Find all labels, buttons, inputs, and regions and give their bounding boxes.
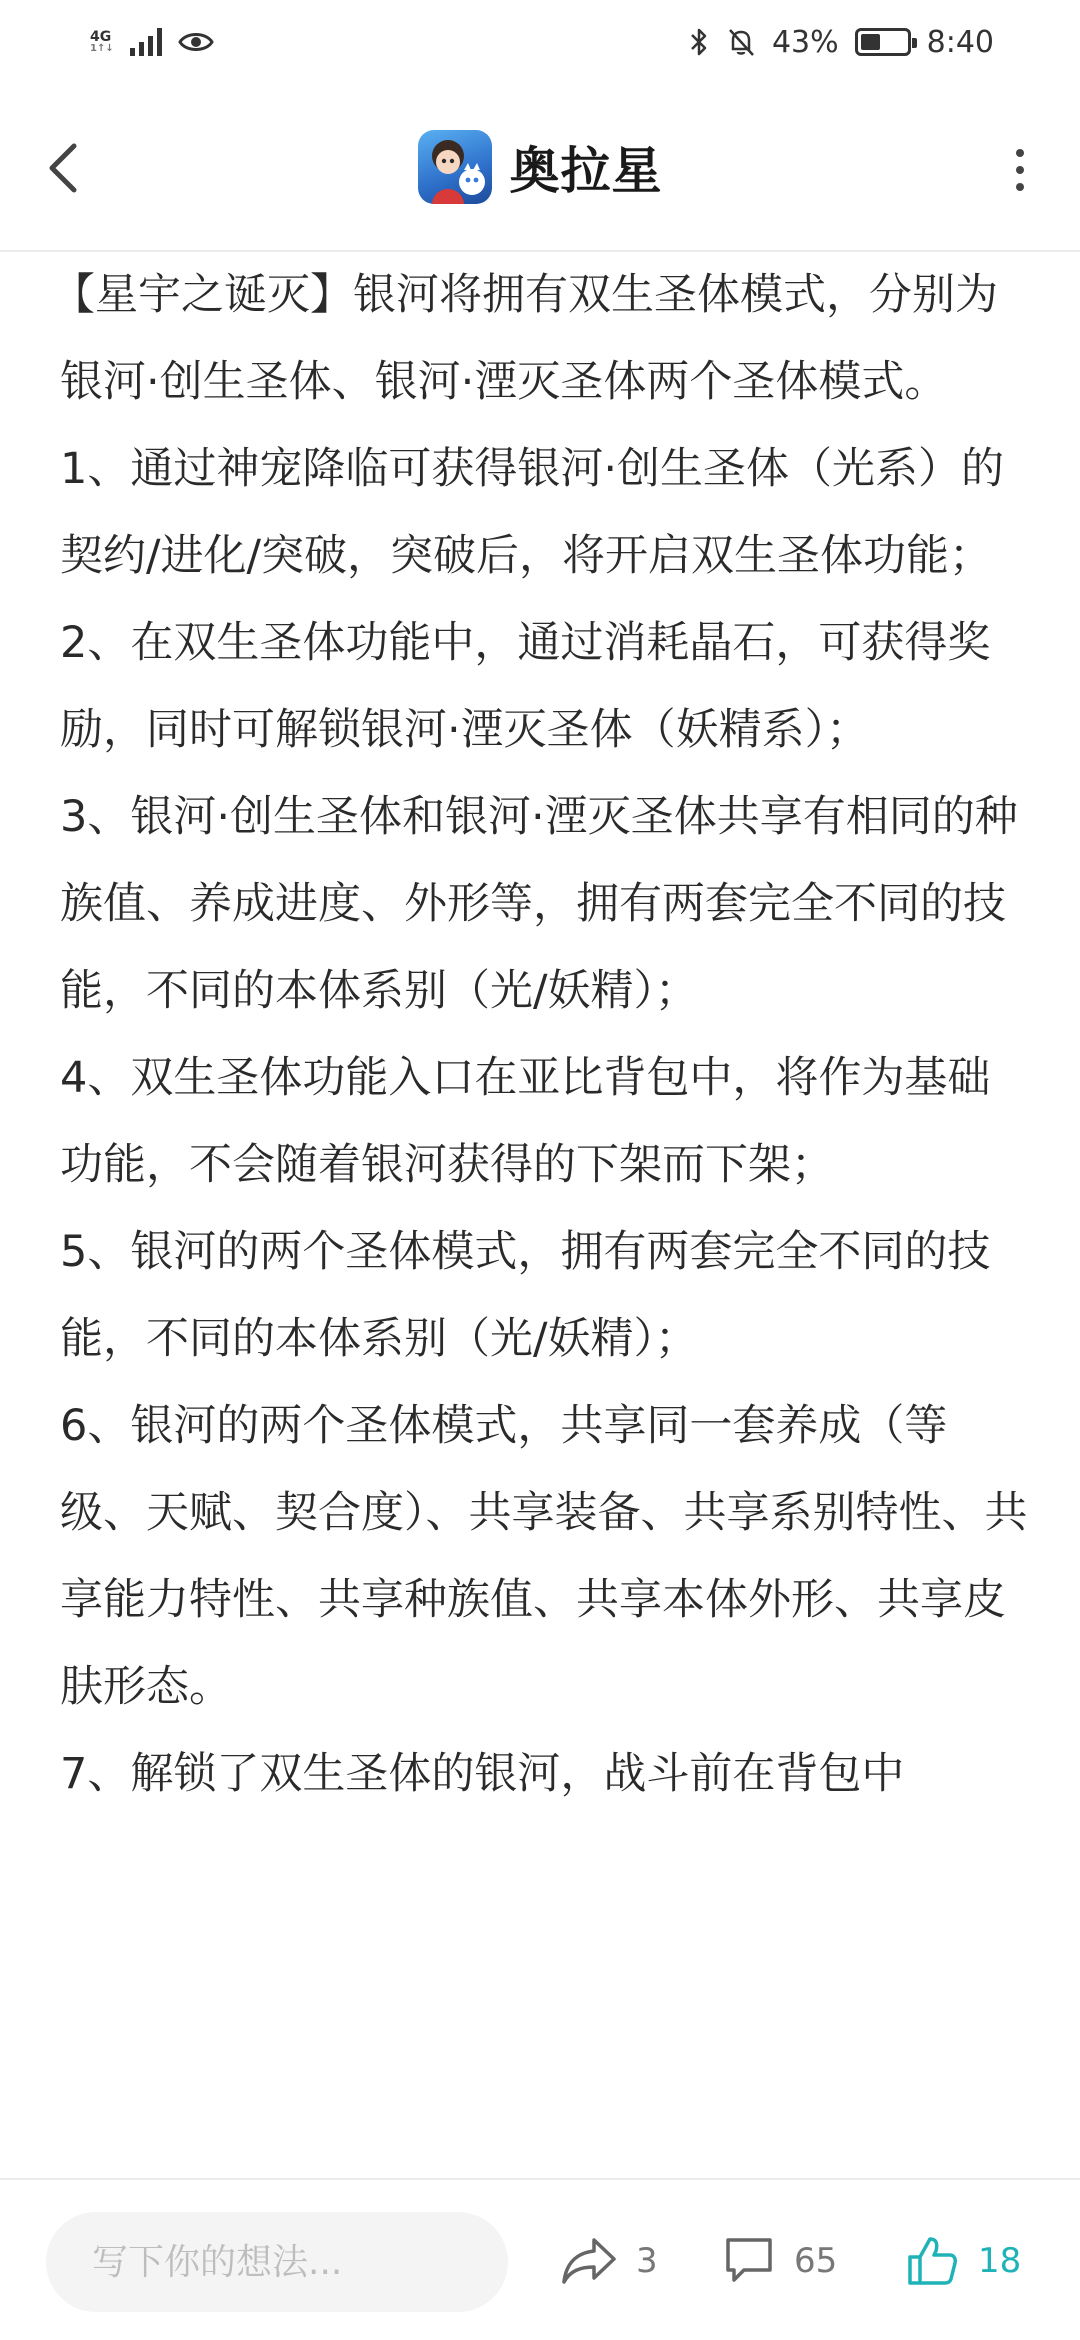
comment-count: 65: [794, 2241, 838, 2281]
article-paragraph: 5、银河的两个圣体模式，拥有两套完全不同的技能，不同的本体系别（光/妖精）；: [60, 1227, 991, 1364]
status-right: [688, 25, 994, 60]
battery-icon: [855, 28, 911, 56]
battery-fill: [861, 34, 880, 50]
back-button[interactable]: [44, 134, 104, 204]
article-paragraph: 3、银河·创生圣体和银河·湮灭圣体共享有相同的种族值、养成进度、外形等，拥有两套完全不同的技能，不同的本体系别（光/妖精）；: [60, 792, 1018, 1016]
article-paragraph: 6、银河的两个圣体模式，共享同一套养成（等级、天赋、契合度）、共享装备、共享系别特性、共享能力特性、共享种族值、共享本体外形、共享皮肤形态。: [60, 1401, 1028, 1712]
share-count: 3: [636, 2241, 658, 2281]
clock: 8:40: [926, 24, 994, 60]
like-button[interactable]: [906, 2226, 1021, 2296]
comment-icon: [722, 2234, 776, 2288]
article-paragraph: 2、在双生圣体功能中，通过消耗晶石，可获得奖励，同时可解锁银河·湮灭圣体（妖精系）；: [60, 618, 991, 755]
more-dot: [1016, 183, 1024, 191]
status-bar: [0, 0, 1080, 84]
like-count: 18: [978, 2241, 1022, 2281]
comment-button[interactable]: [722, 2226, 837, 2296]
bluetooth-icon: [688, 26, 710, 58]
more-dot: [1016, 149, 1024, 157]
article-paragraph: 1、通过神宠降临可获得银河·创生圣体（光系）的契约/进化/突破，突破后，将开启双生圣体功能；: [60, 444, 1005, 581]
signal-strength-icon: [130, 28, 162, 56]
title-group: [418, 130, 663, 204]
status-left: [90, 28, 214, 56]
share-icon: [560, 2234, 618, 2288]
bottom-action-bar: [0, 2178, 1080, 2340]
thumbs-up-icon: [906, 2233, 960, 2289]
share-button[interactable]: [560, 2226, 658, 2296]
article-body: [52, 252, 1030, 1818]
page-title: 奥拉星: [509, 142, 663, 200]
article-paragraph: 【星宇之诞灭】银河将拥有双生圣体模式，分别为银河·创生圣体、银河·湮灭圣体两个圣体模式。: [52, 270, 998, 407]
comment-input[interactable]: [46, 2212, 508, 2312]
app-logo-art: [418, 130, 492, 204]
battery-percent: 43%: [771, 24, 839, 60]
top-app-bar: [0, 84, 1080, 252]
more-dot: [1016, 166, 1024, 174]
article-paragraph: 4、双生圣体功能入口在亚比背包中，将作为基础功能，不会随着银河获得的下架而下架；: [60, 1053, 991, 1190]
more-options-button[interactable]: [1000, 140, 1040, 200]
eye-icon: [178, 30, 214, 54]
network-type: 4G: [90, 29, 112, 45]
network-sub: 1↑↓: [90, 43, 114, 54]
app-logo: [418, 130, 492, 204]
article-paragraph: 7、解锁了双生圣体的银河，战斗前在背包中: [60, 1749, 905, 1799]
muted-bell-icon: [726, 26, 756, 58]
network-indicator: [90, 30, 114, 54]
back-arrow-icon: [44, 134, 104, 204]
